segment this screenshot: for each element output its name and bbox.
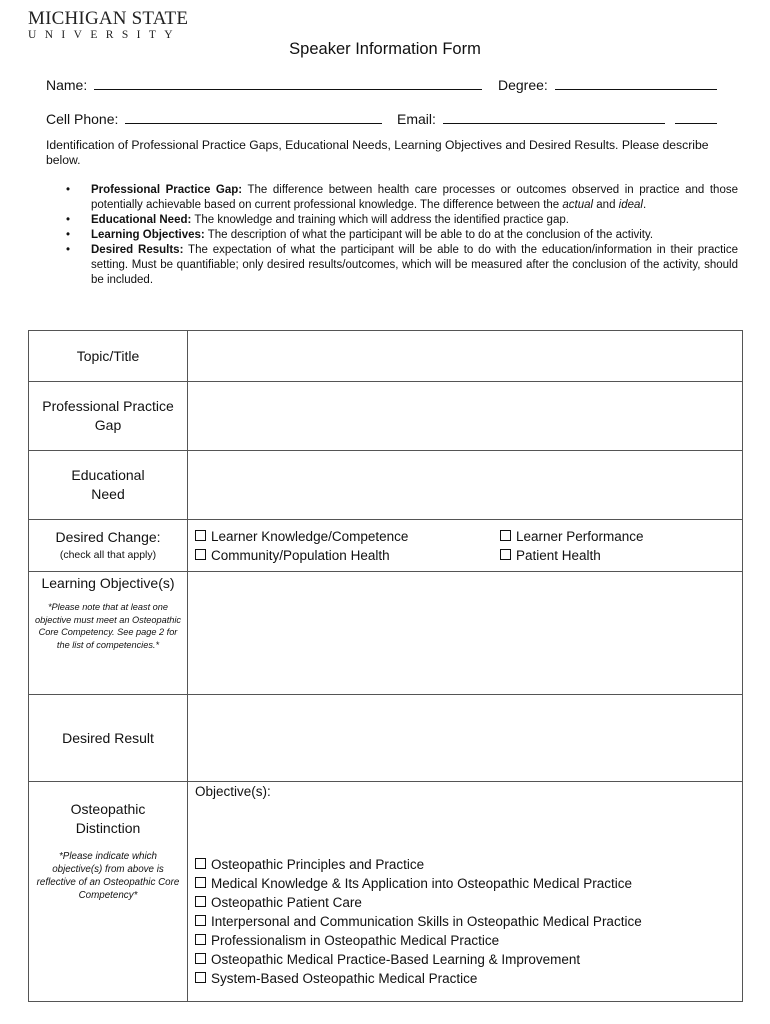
- osteo-options-cell: [188, 782, 743, 1002]
- objectives-label: Objective(s):: [195, 784, 271, 799]
- checkbox-competency-5[interactable]: Professionalism in Osteopathic Medical Practice: [195, 931, 742, 950]
- email-field-ext[interactable]: [675, 109, 717, 124]
- need-label-line2: Need: [91, 486, 125, 502]
- form-title: Speaker Information Form: [289, 40, 481, 58]
- checkbox-community-health[interactable]: Community/Population Health: [195, 546, 500, 565]
- learning-objectives-input-cell[interactable]: [188, 572, 743, 695]
- need-label-cell: [29, 451, 188, 520]
- desired-result-label-cell: [29, 695, 188, 782]
- cell-phone-field[interactable]: [125, 109, 382, 124]
- list-item: • Learning Objectives: The description of what the participant will be able to do at the conclusion of the activity.: [66, 229, 654, 241]
- checkbox-competency-6[interactable]: Osteopathic Medical Practice-Based Learning & Improvement: [195, 950, 742, 969]
- desired-change-options-cell: [188, 520, 743, 572]
- cell-phone-label: Cell Phone:: [46, 111, 119, 127]
- checkbox-icon: [195, 972, 206, 983]
- osteo-label-line1: Osteopathic: [70, 801, 146, 817]
- instructions: Identification of Professional Practice Gaps, Educational Needs, Learning Objectives and Desired Results. Please describe below.: [46, 138, 709, 167]
- table-row: [29, 331, 743, 382]
- list-item: • Professional Practice Gap: The difference between health care processes or outcomes observed in practice and those potentially achievable based on current professional knowledge. The difference between the actual and ideal.: [66, 184, 738, 211]
- osteo-label-cell: [29, 782, 188, 1002]
- need-input-cell[interactable]: [188, 451, 743, 520]
- checkbox-learner-performance[interactable]: Learner Performance: [500, 527, 730, 546]
- name-label: Name:: [46, 77, 88, 93]
- gap-label-line2: Gap: [94, 417, 122, 433]
- definitions-list: [66, 183, 738, 288]
- osteo-label-line2: Distinction: [75, 820, 141, 836]
- checkbox-patient-health[interactable]: Patient Health: [500, 546, 730, 565]
- checkbox-icon: [195, 896, 206, 907]
- checkbox-competency-2[interactable]: Medical Knowledge & Its Application into Osteopathic Medical Practice: [195, 874, 742, 893]
- degree-row: [498, 75, 717, 93]
- degree-label: Degree:: [498, 77, 548, 93]
- need-label-line1: Educational: [71, 467, 145, 483]
- checkbox-icon: [195, 953, 206, 964]
- checkbox-competency-1[interactable]: Osteopathic Principles and Practice: [195, 855, 742, 874]
- gap-label-cell: [29, 382, 188, 451]
- desired-result-label: Desired Result: [62, 729, 154, 746]
- logo-line-2: UNIVERSITY: [28, 29, 181, 41]
- checkbox-learner-knowledge[interactable]: Learner Knowledge/Competence: [195, 527, 500, 546]
- checkbox-competency-3[interactable]: Osteopathic Patient Care: [195, 893, 742, 912]
- cell-row: [46, 109, 382, 127]
- list-item: • Educational Need: The knowledge and training which will address the identified practice gap.: [66, 214, 569, 226]
- checkbox-icon: [195, 877, 206, 888]
- checkbox-icon: [195, 858, 206, 869]
- degree-field[interactable]: [555, 75, 717, 90]
- checkbox-competency-4[interactable]: Interpersonal and Communication Skills in Osteopathic Medical Practice: [195, 912, 742, 931]
- logo-line-1: MICHIGAN STATE: [28, 8, 189, 29]
- learning-objectives-note: *Please note that at least one objective must meet an Osteopathic Core Competency. See page 2 for the list of competencies.*: [34, 602, 182, 650]
- osteo-note: *Please indicate which objective(s) from above is reflective of an Osteopathic Core Competency*: [36, 851, 180, 901]
- name-field[interactable]: [94, 75, 482, 90]
- checkbox-icon: [500, 530, 511, 541]
- email-row: [397, 109, 717, 127]
- checkbox-icon: [500, 549, 511, 560]
- check-all-note: (check all that apply): [59, 549, 157, 561]
- learning-objectives-label-cell: [29, 572, 188, 695]
- checkbox-competency-7[interactable]: System-Based Osteopathic Medical Practice: [195, 969, 742, 988]
- table-row: [29, 451, 743, 520]
- table-row: [29, 572, 743, 695]
- topic-label: Topic/Title: [76, 347, 140, 364]
- checkbox-icon: [195, 549, 206, 560]
- gap-label-line1: Professional Practice: [42, 398, 174, 414]
- gap-input-cell[interactable]: [188, 382, 743, 451]
- desired-change-label-cell: [29, 520, 188, 572]
- learning-objectives-label: Learning Objective(s): [41, 575, 175, 591]
- desired-result-input-cell[interactable]: [188, 695, 743, 782]
- email-label: Email:: [397, 111, 436, 127]
- topic-input-cell[interactable]: [188, 331, 743, 382]
- table-row: [29, 782, 743, 1002]
- table-row: [29, 695, 743, 782]
- checkbox-icon: [195, 934, 206, 945]
- list-item: • Desired Results: The expectation of what the participant will be able to do with the education/information in their practice setting. Must be quantifiable; only desired results/outcomes, which will be measured after the conclusion of the activity, should be included.: [66, 244, 738, 286]
- checkbox-icon: [195, 915, 206, 926]
- msu-logo: [28, 9, 188, 42]
- email-field[interactable]: [443, 109, 665, 124]
- speaker-form-table: [28, 330, 743, 1002]
- desired-change-label: Desired Change:: [55, 529, 161, 545]
- topic-label-cell: [29, 331, 188, 382]
- name-row: [46, 75, 482, 93]
- table-row: [29, 520, 743, 572]
- checkbox-icon: [195, 530, 206, 541]
- table-row: [29, 382, 743, 451]
